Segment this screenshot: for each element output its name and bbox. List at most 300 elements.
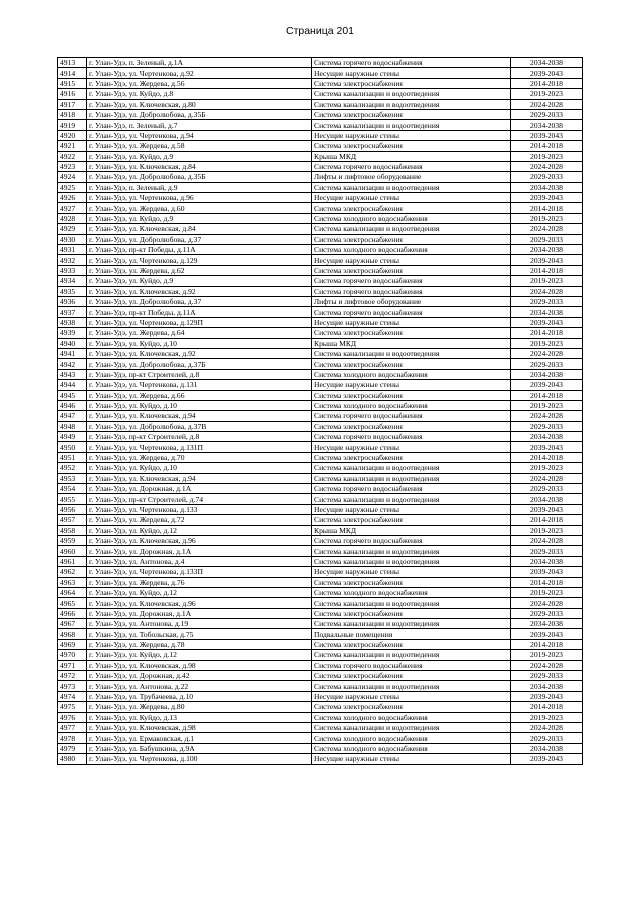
system-cell: Система холодного водоснабжения [312, 400, 511, 410]
address-cell: г. Улан-Удэ, ул. Чертенкова, д.96 [87, 193, 312, 203]
row-number: 4914 [58, 68, 87, 78]
table-row [58, 359, 583, 369]
table-row [58, 712, 583, 722]
address-cell: г. Улан-Удэ, ул. Жердева, д.80 [87, 702, 312, 712]
table-row [58, 743, 583, 753]
row-number: 4939 [58, 328, 87, 338]
period-cell: 2014-2018 [511, 78, 583, 88]
system-cell: Система электроснабжения [312, 390, 511, 400]
system-cell: Система холодного водоснабжения [312, 245, 511, 255]
table-row [58, 203, 583, 213]
system-cell: Лифты и лифтовое оборудование [312, 296, 511, 306]
address-cell: г. Улан-Удэ, ул. Ключевская, д.98 [87, 660, 312, 670]
period-cell: 2024-2028 [511, 723, 583, 733]
system-cell: Система горячего водоснабжения [312, 411, 511, 421]
table-row [58, 629, 583, 639]
table-row [58, 161, 583, 171]
table-row [58, 338, 583, 348]
period-cell: 2019-2023 [511, 151, 583, 161]
table-row [58, 380, 583, 390]
table-row [58, 348, 583, 358]
table-row [58, 702, 583, 712]
table-row [58, 421, 583, 431]
system-cell: Несущие наружные стены [312, 442, 511, 452]
period-cell: 2019-2023 [511, 525, 583, 535]
period-cell: 2024-2028 [511, 411, 583, 421]
row-number: 4944 [58, 380, 87, 390]
table-row [58, 463, 583, 473]
row-number: 4916 [58, 89, 87, 99]
address-cell: г. Улан-Удэ, ул. Куйдо, д.12 [87, 525, 312, 535]
row-number: 4967 [58, 619, 87, 629]
table-row [58, 328, 583, 338]
row-number: 4922 [58, 151, 87, 161]
system-cell: Крыша МКД [312, 525, 511, 535]
system-cell: Несущие наружные стены [312, 317, 511, 327]
row-number: 4978 [58, 733, 87, 743]
row-number: 4947 [58, 411, 87, 421]
row-number: 4963 [58, 577, 87, 587]
address-cell: г. Улан-Удэ, ул. Жердева, д.64 [87, 328, 312, 338]
table-row [58, 535, 583, 545]
row-number: 4918 [58, 109, 87, 119]
row-number: 4972 [58, 671, 87, 681]
row-number: 4970 [58, 650, 87, 660]
system-cell: Система электроснабжения [312, 141, 511, 151]
period-cell: 2034-2038 [511, 494, 583, 504]
address-cell: г. Улан-Удэ, ул. Жердева, д.62 [87, 265, 312, 275]
period-cell: 2029-2033 [511, 359, 583, 369]
period-cell: 2019-2023 [511, 276, 583, 286]
system-cell: Несущие наружные стены [312, 193, 511, 203]
system-cell: Система электроснабжения [312, 234, 511, 244]
address-cell: г. Улан-Удэ, ул. Куйдо, д.9 [87, 151, 312, 161]
period-cell: 2029-2033 [511, 546, 583, 556]
table-row [58, 141, 583, 151]
address-cell: г. Улан-Удэ, ул. Ключевская, д.84 [87, 224, 312, 234]
system-cell: Система канализации и водоотведения [312, 224, 511, 234]
period-cell: 2024-2028 [511, 161, 583, 171]
period-cell: 2034-2038 [511, 681, 583, 691]
row-number: 4923 [58, 161, 87, 171]
period-cell: 2019-2023 [511, 338, 583, 348]
system-cell: Система горячего водоснабжения [312, 432, 511, 442]
address-cell: г. Улан-Удэ, ул. Добролюбова, д.37 [87, 234, 312, 244]
address-cell: г. Улан-Удэ, ул. Трубачеева, д.10 [87, 691, 312, 701]
period-cell: 2014-2018 [511, 390, 583, 400]
table-row [58, 58, 583, 68]
period-cell: 2024-2028 [511, 473, 583, 483]
period-cell: 2019-2023 [511, 89, 583, 99]
row-number: 4946 [58, 400, 87, 410]
table-row [58, 109, 583, 119]
period-cell: 2039-2043 [511, 255, 583, 265]
system-cell: Система электроснабжения [312, 577, 511, 587]
address-cell: г. Улан-Удэ, ул. Чертенкова, д.131П [87, 442, 312, 452]
address-cell: г. Улан-Удэ, ул. Куйдо, д.10 [87, 338, 312, 348]
system-cell: Система канализации и водоотведения [312, 89, 511, 99]
row-number: 4961 [58, 556, 87, 566]
row-number: 4940 [58, 338, 87, 348]
system-cell: Крыша МКД [312, 338, 511, 348]
system-cell: Система канализации и водоотведения [312, 723, 511, 733]
table-row [58, 78, 583, 88]
address-cell: г. Улан-Удэ, ул. Добролюбова, д.37Б [87, 359, 312, 369]
table-row [58, 151, 583, 161]
table-row [58, 546, 583, 556]
table-row [58, 515, 583, 525]
table-row [58, 296, 583, 306]
address-cell: г. Улан-Удэ, ул. Тобольская, д.75 [87, 629, 312, 639]
address-cell: г. Улан-Удэ, ул. Куйдо, д.12 [87, 587, 312, 597]
system-cell: Несущие наружные стены [312, 754, 511, 764]
row-number: 4931 [58, 245, 87, 255]
system-cell: Система канализации и водоотведения [312, 99, 511, 109]
period-cell: 2039-2043 [511, 504, 583, 514]
table-row [58, 671, 583, 681]
table-row [58, 525, 583, 535]
system-cell: Система холодного водоснабжения [312, 712, 511, 722]
address-cell: г. Улан-Удэ, ул. Куйдо, д.8 [87, 89, 312, 99]
period-cell: 2014-2018 [511, 328, 583, 338]
row-number: 4960 [58, 546, 87, 556]
system-cell: Система электроснабжения [312, 515, 511, 525]
table-row [58, 567, 583, 577]
system-cell: Система канализации и водоотведения [312, 348, 511, 358]
table-row [58, 390, 583, 400]
period-cell: 2029-2033 [511, 172, 583, 182]
row-number: 4957 [58, 515, 87, 525]
address-cell: г. Улан-Удэ, ул. Жердева, д.78 [87, 639, 312, 649]
period-cell: 2034-2038 [511, 432, 583, 442]
row-number: 4954 [58, 484, 87, 494]
row-number: 4979 [58, 743, 87, 753]
table-row [58, 224, 583, 234]
table-row [58, 193, 583, 203]
row-number: 4949 [58, 432, 87, 442]
row-number: 4933 [58, 265, 87, 275]
address-cell: г. Улан-Удэ, пр-кт Строителей, д.8 [87, 369, 312, 379]
period-cell: 2039-2043 [511, 130, 583, 140]
row-number: 4927 [58, 203, 87, 213]
period-cell: 2029-2033 [511, 484, 583, 494]
table-row [58, 276, 583, 286]
period-cell: 2039-2043 [511, 629, 583, 639]
period-cell: 2024-2028 [511, 348, 583, 358]
address-cell: г. Улан-Удэ, ул. Жердева, д.70 [87, 452, 312, 462]
row-number: 4930 [58, 234, 87, 244]
address-cell: г. Улан-Удэ, пр-кт Победы, д.11А [87, 307, 312, 317]
table-row [58, 754, 583, 764]
address-cell: г. Улан-Удэ, ул. Дорожная, д.1А [87, 546, 312, 556]
system-cell: Система электроснабжения [312, 203, 511, 213]
period-cell: 2039-2043 [511, 691, 583, 701]
table-row [58, 691, 583, 701]
table-row [58, 650, 583, 660]
period-cell: 2039-2043 [511, 317, 583, 327]
address-cell: г. Улан-Удэ, ул. Добролюбова, д.37 [87, 296, 312, 306]
period-cell: 2029-2033 [511, 421, 583, 431]
period-cell: 2014-2018 [511, 452, 583, 462]
table-row [58, 504, 583, 514]
period-cell: 2029-2033 [511, 296, 583, 306]
table-row [58, 432, 583, 442]
row-number: 4955 [58, 494, 87, 504]
address-cell: г. Улан-Удэ, ул. Куйдо, д.9 [87, 213, 312, 223]
system-cell: Несущие наружные стены [312, 504, 511, 514]
period-cell: 2034-2038 [511, 245, 583, 255]
address-cell: г. Улан-Удэ, ул. Чертенкова, д.129 [87, 255, 312, 265]
row-number: 4943 [58, 369, 87, 379]
period-cell: 2024-2028 [511, 224, 583, 234]
table-row [58, 556, 583, 566]
period-cell: 2019-2023 [511, 712, 583, 722]
system-cell: Система канализации и водоотведения [312, 182, 511, 192]
system-cell: Система канализации и водоотведения [312, 546, 511, 556]
row-number: 4971 [58, 660, 87, 670]
period-cell: 2029-2033 [511, 733, 583, 743]
row-number: 4936 [58, 296, 87, 306]
system-cell: Система электроснабжения [312, 421, 511, 431]
period-cell: 2029-2033 [511, 109, 583, 119]
table-row [58, 473, 583, 483]
address-cell: г. Улан-Удэ, ул. Чертенкова, д.129П [87, 317, 312, 327]
row-number: 4938 [58, 317, 87, 327]
address-cell: г. Улан-Удэ, п. Зеленый, д.1А [87, 58, 312, 68]
period-cell: 2024-2028 [511, 286, 583, 296]
address-cell: г. Улан-Удэ, ул. Жердева, д.72 [87, 515, 312, 525]
period-cell: 2039-2043 [511, 567, 583, 577]
period-cell: 2024-2028 [511, 660, 583, 670]
row-number: 4962 [58, 567, 87, 577]
row-number: 4919 [58, 120, 87, 130]
row-number: 4958 [58, 525, 87, 535]
address-cell: г. Улан-Удэ, п. Зеленый, д.7 [87, 120, 312, 130]
period-cell: 2019-2023 [511, 213, 583, 223]
row-number: 4977 [58, 723, 87, 733]
table-row [58, 99, 583, 109]
period-cell: 2019-2023 [511, 650, 583, 660]
table-row [58, 442, 583, 452]
table-row [58, 723, 583, 733]
row-number: 4959 [58, 535, 87, 545]
address-cell: г. Улан-Удэ, ул. Жердева, д.58 [87, 141, 312, 151]
period-cell: 2029-2033 [511, 608, 583, 618]
table-row [58, 369, 583, 379]
row-number: 4953 [58, 473, 87, 483]
system-cell: Система горячего водоснабжения [312, 161, 511, 171]
system-cell: Система электроснабжения [312, 671, 511, 681]
address-cell: г. Улан-Удэ, ул. Ключевская, д.92 [87, 348, 312, 358]
table-row [58, 130, 583, 140]
row-number: 4975 [58, 702, 87, 712]
address-cell: г. Улан-Удэ, ул. Жердева, д.66 [87, 390, 312, 400]
table-row [58, 286, 583, 296]
system-cell: Система канализации и водоотведения [312, 494, 511, 504]
period-cell: 2014-2018 [511, 639, 583, 649]
table-row [58, 411, 583, 421]
system-cell: Система электроснабжения [312, 78, 511, 88]
address-cell: г. Улан-Удэ, ул. Антонова, д.22 [87, 681, 312, 691]
table-body [58, 58, 583, 765]
address-cell: г. Улан-Удэ, ул. Антонова, д.19 [87, 619, 312, 629]
system-cell: Система электроснабжения [312, 452, 511, 462]
table-row [58, 182, 583, 192]
system-cell: Несущие наружные стены [312, 130, 511, 140]
address-cell: г. Улан-Удэ, ул. Ключевская, д.80 [87, 99, 312, 109]
table-row [58, 598, 583, 608]
system-cell: Система канализации и водоотведения [312, 619, 511, 629]
row-number: 4956 [58, 504, 87, 514]
address-cell: г. Улан-Удэ, ул. Куйдо, д.12 [87, 650, 312, 660]
system-cell: Система холодного водоснабжения [312, 213, 511, 223]
address-cell: г. Улан-Удэ, ул. Добролюбова, д.37В [87, 421, 312, 431]
row-number: 4941 [58, 348, 87, 358]
system-cell: Система холодного водоснабжения [312, 587, 511, 597]
address-cell: г. Улан-Удэ, ул. Куйдо, д.10 [87, 463, 312, 473]
system-cell: Несущие наружные стены [312, 255, 511, 265]
row-number: 4945 [58, 390, 87, 400]
row-number: 4913 [58, 58, 87, 68]
period-cell: 2014-2018 [511, 203, 583, 213]
table-row [58, 639, 583, 649]
table-row [58, 733, 583, 743]
address-cell: г. Улан-Удэ, ул. Куйдо, д.9 [87, 276, 312, 286]
address-cell: г. Улан-Удэ, ул. Добролюбова, д.35Б [87, 109, 312, 119]
period-cell: 2029-2033 [511, 671, 583, 681]
period-cell: 2024-2028 [511, 598, 583, 608]
row-number: 4969 [58, 639, 87, 649]
system-cell: Несущие наружные стены [312, 380, 511, 390]
address-cell: г. Улан-Удэ, ул. Дорожная, д.1А [87, 484, 312, 494]
system-cell: Система горячего водоснабжения [312, 286, 511, 296]
row-number: 4968 [58, 629, 87, 639]
address-cell: г. Улан-Удэ, ул. Ермаковская, д.1 [87, 733, 312, 743]
page-title: Страница 201 [285, 25, 355, 37]
address-cell: г. Улан-Удэ, ул. Ключевская, д.98 [87, 723, 312, 733]
period-cell: 2039-2043 [511, 442, 583, 452]
system-cell: Система канализации и водоотведения [312, 650, 511, 660]
row-number: 4974 [58, 691, 87, 701]
address-cell: г. Улан-Удэ, ул. Жердева, д.76 [87, 577, 312, 587]
period-cell: 2039-2043 [511, 754, 583, 764]
table-row [58, 494, 583, 504]
period-cell: 2034-2038 [511, 369, 583, 379]
system-cell: Система горячего водоснабжения [312, 307, 511, 317]
row-number: 4948 [58, 421, 87, 431]
system-cell: Крыша МКД [312, 151, 511, 161]
table-row [58, 265, 583, 275]
table-row [58, 608, 583, 618]
address-cell: г. Улан-Удэ, ул. Жердева, д.60 [87, 203, 312, 213]
system-cell: Система холодного водоснабжения [312, 369, 511, 379]
period-cell: 2024-2028 [511, 535, 583, 545]
row-number: 4934 [58, 276, 87, 286]
address-cell: г. Улан-Удэ, пр-кт Строителей, д.74 [87, 494, 312, 504]
system-cell: Система канализации и водоотведения [312, 473, 511, 483]
period-cell: 2039-2043 [511, 380, 583, 390]
table-row [58, 619, 583, 629]
address-cell: г. Улан-Удэ, ул. Жердева, д.56 [87, 78, 312, 88]
address-cell: г. Улан-Удэ, ул. Ключевская, д.94 [87, 411, 312, 421]
period-cell: 2034-2038 [511, 182, 583, 192]
row-number: 4950 [58, 442, 87, 452]
table-row [58, 68, 583, 78]
table-row [58, 400, 583, 410]
address-cell: г. Улан-Удэ, ул. Чертенкова, д.92 [87, 68, 312, 78]
system-cell: Система канализации и водоотведения [312, 598, 511, 608]
row-number: 4952 [58, 463, 87, 473]
address-cell: г. Улан-Удэ, ул. Чертенкова, д.94 [87, 130, 312, 140]
row-number: 4932 [58, 255, 87, 265]
row-number: 4966 [58, 608, 87, 618]
row-number: 4935 [58, 286, 87, 296]
address-cell: г. Улан-Удэ, ул. Куйдо, д.10 [87, 400, 312, 410]
period-cell: 2034-2038 [511, 58, 583, 68]
table-row [58, 89, 583, 99]
table-row [58, 660, 583, 670]
repair-schedule-table [57, 57, 583, 765]
address-cell: г. Улан-Удэ, ул. Куйдо, д.13 [87, 712, 312, 722]
system-cell: Система горячего водоснабжения [312, 276, 511, 286]
period-cell: 2039-2043 [511, 68, 583, 78]
system-cell: Система электроснабжения [312, 109, 511, 119]
address-cell: г. Улан-Удэ, пр-кт Победы, д.11А [87, 245, 312, 255]
table-row [58, 317, 583, 327]
row-number: 4929 [58, 224, 87, 234]
table-row [58, 484, 583, 494]
period-cell: 2029-2033 [511, 234, 583, 244]
row-number: 4980 [58, 754, 87, 764]
period-cell: 2019-2023 [511, 587, 583, 597]
system-cell: Система горячего водоснабжения [312, 660, 511, 670]
address-cell: г. Улан-Удэ, ул. Дорожная, д.1А [87, 608, 312, 618]
system-cell: Несущие наружные стены [312, 68, 511, 78]
period-cell: 2039-2043 [511, 193, 583, 203]
table-row [58, 577, 583, 587]
row-number: 4915 [58, 78, 87, 88]
period-cell: 2034-2038 [511, 307, 583, 317]
row-number: 4920 [58, 130, 87, 140]
period-cell: 2014-2018 [511, 265, 583, 275]
system-cell: Система электроснабжения [312, 359, 511, 369]
table-row [58, 681, 583, 691]
address-cell: г. Улан-Удэ, ул. Добролюбова, д.35Б [87, 172, 312, 182]
row-number: 4951 [58, 452, 87, 462]
address-cell: г. Улан-Удэ, ул. Ключевская, д.84 [87, 161, 312, 171]
period-cell: 2034-2038 [511, 743, 583, 753]
table-row [58, 587, 583, 597]
row-number: 4926 [58, 193, 87, 203]
system-cell: Система канализации и водоотведения [312, 681, 511, 691]
row-number: 4937 [58, 307, 87, 317]
period-cell: 2019-2023 [511, 463, 583, 473]
system-cell: Система электроснабжения [312, 639, 511, 649]
address-cell: г. Улан-Удэ, ул. Ключевская, д.94 [87, 473, 312, 483]
address-cell: г. Улан-Удэ, пр-кт Строителей, д.8 [87, 432, 312, 442]
period-cell: 2019-2023 [511, 400, 583, 410]
period-cell: 2034-2038 [511, 120, 583, 130]
row-number: 4973 [58, 681, 87, 691]
address-cell: г. Улан-Удэ, ул. Ключевская, д.96 [87, 598, 312, 608]
address-cell: г. Улан-Удэ, ул. Бабушкина, д.9А [87, 743, 312, 753]
period-cell: 2024-2028 [511, 99, 583, 109]
system-cell: Система холодного водоснабжения [312, 733, 511, 743]
system-cell: Подвальные помещения [312, 629, 511, 639]
period-cell: 2034-2038 [511, 619, 583, 629]
table-row [58, 213, 583, 223]
address-cell: г. Улан-Удэ, ул. Чертенкова, д.100 [87, 754, 312, 764]
